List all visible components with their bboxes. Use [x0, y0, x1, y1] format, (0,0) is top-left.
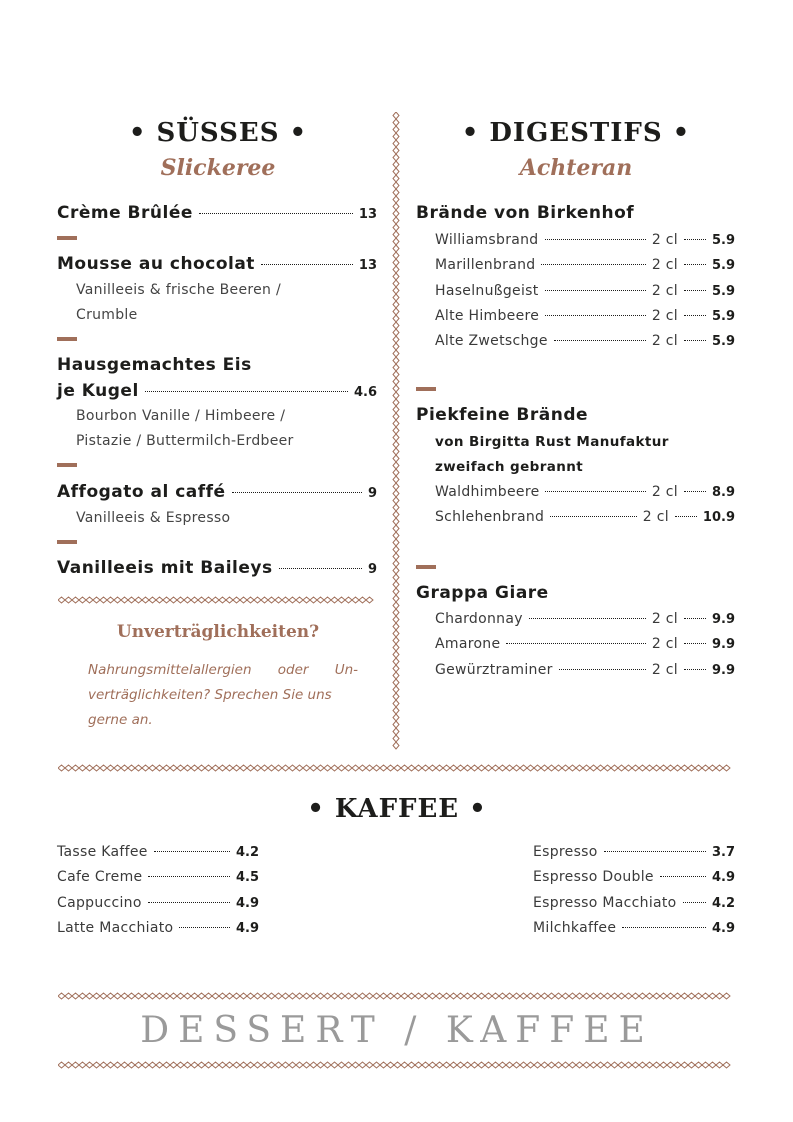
kaffee-name: Cafe Creme: [57, 869, 143, 886]
digestif-size: 2 cl: [651, 636, 678, 653]
item-description: Bourbon Vanille / Himbeere /: [76, 408, 286, 424]
kaffee-top-band: [58, 764, 736, 772]
digestifs-title: • DIGESTIFS •: [461, 118, 691, 148]
digestif-price: 9.9: [711, 662, 735, 678]
dot-leader: [148, 902, 230, 903]
digestif-name: Amarone: [435, 636, 501, 653]
footer-title: DESSERT / KAFFEE: [140, 1010, 654, 1051]
dot-leader: [148, 876, 230, 877]
kaffee-row: [533, 844, 735, 860]
dot-leader: [545, 491, 645, 492]
dot-leader: [550, 516, 637, 517]
dot-leader: [622, 927, 706, 928]
dot-leader: [684, 340, 706, 341]
item-name-line1: Hausgemachtes Eis: [57, 355, 252, 375]
digestif-size: 2 cl: [651, 257, 678, 274]
dot-leader: [684, 290, 706, 291]
menu-item-affogato: [57, 482, 377, 502]
dot-leader: [545, 290, 646, 291]
digestif-row: [435, 509, 735, 525]
group-subtitle: von Birgitta Rust Manufaktur: [435, 434, 669, 450]
item-description: Vanilleeis & frische Beeren /: [76, 282, 281, 298]
kaffee-name: Latte Macchiato: [57, 919, 174, 936]
item-name: Affogato al caffé: [57, 482, 226, 502]
group-name-grappa: Grappa Giare: [416, 583, 549, 603]
digestif-size: 2 cl: [651, 232, 678, 248]
digestif-name: Chardonnay: [435, 611, 523, 627]
item-name: Crème Brûlée: [57, 203, 193, 223]
kaffee-price: 4.9: [711, 920, 735, 936]
item-price: 13: [358, 207, 377, 222]
kaffee-price: 4.9: [235, 895, 259, 911]
digestif-row: [435, 611, 735, 627]
kaffee-name: Espresso Double: [533, 869, 654, 886]
digestif-price: 5.9: [711, 334, 735, 350]
separator-dash: [57, 337, 77, 341]
dot-leader: [684, 643, 706, 644]
allergy-text-line: gerne an.: [88, 712, 153, 728]
dot-leader: [660, 876, 706, 877]
kaffee-price: 4.2: [711, 895, 735, 911]
item-price: 4.6: [353, 385, 377, 400]
separator-dash: [57, 540, 77, 544]
dot-leader: [232, 492, 362, 493]
dot-leader: [554, 340, 646, 341]
menu-item-mousse: [57, 254, 377, 274]
dot-leader: [604, 851, 706, 852]
digestif-price: 5.9: [711, 258, 735, 274]
digestif-price: 5.9: [711, 233, 735, 248]
kaffee-title: • KAFFEE •: [307, 794, 487, 824]
kaffee-name: Milchkaffee: [533, 919, 617, 936]
item-name-line2: je Kugel: [57, 381, 139, 401]
dot-leader: [199, 213, 353, 214]
digestif-row: [435, 662, 735, 678]
group-subtitle: zweifach gebrannt: [435, 459, 584, 475]
dot-leader: [684, 315, 706, 316]
menu-item-eis: [57, 381, 377, 401]
menu-item-creme-brulee: [57, 203, 377, 223]
item-name: Vanilleeis mit Baileys: [57, 558, 273, 578]
digestif-price: 5.9: [711, 283, 735, 299]
footer-top-band: [58, 992, 736, 1000]
separator-dash: [57, 463, 77, 467]
item-name: Mousse au chocolat: [57, 254, 255, 274]
digestif-name: Williamsbrand: [435, 232, 539, 248]
suesses-subtitle: Slickeree: [160, 155, 276, 181]
dot-leader: [545, 315, 646, 316]
digestif-price: 9.9: [711, 612, 735, 627]
digestif-row: [435, 257, 735, 273]
kaffee-price: 4.9: [235, 920, 259, 936]
digestif-size: 2 cl: [651, 484, 678, 500]
kaffee-name: Tasse Kaffee: [57, 844, 148, 860]
dot-leader: [179, 927, 230, 928]
kaffee-row: [57, 895, 259, 911]
digestif-price: 5.9: [711, 308, 735, 324]
kaffee-name: Espresso: [533, 844, 598, 860]
dot-leader: [154, 851, 230, 852]
digestif-name: Haselnußgeist: [435, 282, 539, 299]
digestif-name: Alte Zwetschge: [435, 333, 548, 350]
dot-leader: [261, 264, 353, 265]
kaffee-price: 3.7: [711, 845, 735, 860]
digestif-name: Schlehenbrand: [435, 509, 545, 526]
digestif-size: 2 cl: [651, 611, 678, 627]
digestif-row: [435, 232, 735, 248]
kaffee-name: Cappuccino: [57, 894, 142, 911]
separator-dash: [416, 565, 436, 569]
kaffee-row: [57, 844, 259, 860]
kaffee-row: [57, 920, 259, 936]
kaffee-row: [533, 869, 735, 885]
group-name-birkenhof: Brände von Birkenhof: [416, 203, 635, 223]
item-description: Vanilleeis & Espresso: [76, 510, 231, 526]
digestif-name: Gewürztraminer: [435, 661, 553, 678]
dot-leader: [675, 516, 697, 517]
footer-bottom-band: [58, 1061, 736, 1069]
digestif-name: Marillenbrand: [435, 257, 536, 274]
dot-leader: [145, 391, 348, 392]
dot-leader: [684, 264, 706, 265]
digestif-name: Alte Himbeere: [435, 307, 540, 324]
digestif-price: 8.9: [711, 485, 735, 500]
vertical-divider-band: [392, 112, 400, 752]
kaffee-row: [533, 895, 735, 911]
separator-dash: [416, 387, 436, 391]
dot-leader: [541, 264, 645, 265]
kaffee-price: 4.5: [235, 870, 259, 886]
allergy-text-line: Nahrungsmittelallergien oder Un-: [88, 662, 358, 678]
digestif-row: [435, 636, 735, 652]
kaffee-row: [57, 869, 259, 885]
dot-leader: [559, 669, 646, 670]
digestif-row: [435, 308, 735, 324]
dot-leader: [683, 902, 706, 903]
kaffee-row: [533, 920, 735, 936]
digestif-row: [435, 283, 735, 299]
dot-leader: [529, 618, 646, 619]
allergy-text: [88, 658, 358, 733]
item-price: 13: [358, 258, 377, 273]
kaffee-price: 4.2: [235, 845, 259, 860]
digestif-row: [435, 333, 735, 349]
separator-dash: [57, 236, 77, 240]
digestifs-subtitle: Achteran: [519, 155, 633, 181]
digestif-size: 2 cl: [651, 282, 678, 299]
dot-leader: [545, 239, 646, 240]
item-description: Crumble: [76, 307, 138, 323]
dot-leader: [684, 669, 706, 670]
digestif-size: 2 cl: [642, 509, 669, 526]
item-price: 9: [367, 562, 377, 577]
dot-leader: [279, 568, 362, 569]
kaffee-name: Espresso Macchiato: [533, 894, 677, 911]
digestif-row: [435, 484, 735, 500]
allergy-title: Unverträglichkeiten?: [116, 622, 320, 642]
digestif-size: 2 cl: [651, 661, 678, 678]
kaffee-price: 4.9: [711, 870, 735, 886]
digestif-price: 9.9: [711, 637, 735, 653]
dot-leader: [506, 643, 645, 644]
allergy-text-line: verträglichkeiten? Sprechen Sie uns: [88, 687, 332, 703]
digestif-size: 2 cl: [651, 333, 678, 350]
dot-leader: [684, 491, 706, 492]
dot-leader: [684, 239, 706, 240]
digestif-name: Waldhimbeere: [435, 484, 540, 500]
item-price: 9: [367, 486, 377, 501]
digestif-size: 2 cl: [651, 307, 678, 324]
digestif-price: 10.9: [702, 510, 735, 526]
suesses-bottom-band: [58, 596, 378, 604]
suesses-title: • SÜSSES •: [128, 118, 308, 148]
dot-leader: [684, 618, 706, 619]
menu-item-baileys: [57, 558, 377, 578]
item-description: Pistazie / Buttermilch-Erdbeer: [76, 433, 294, 449]
group-name-piekfeine: Piekfeine Brände: [416, 405, 589, 425]
